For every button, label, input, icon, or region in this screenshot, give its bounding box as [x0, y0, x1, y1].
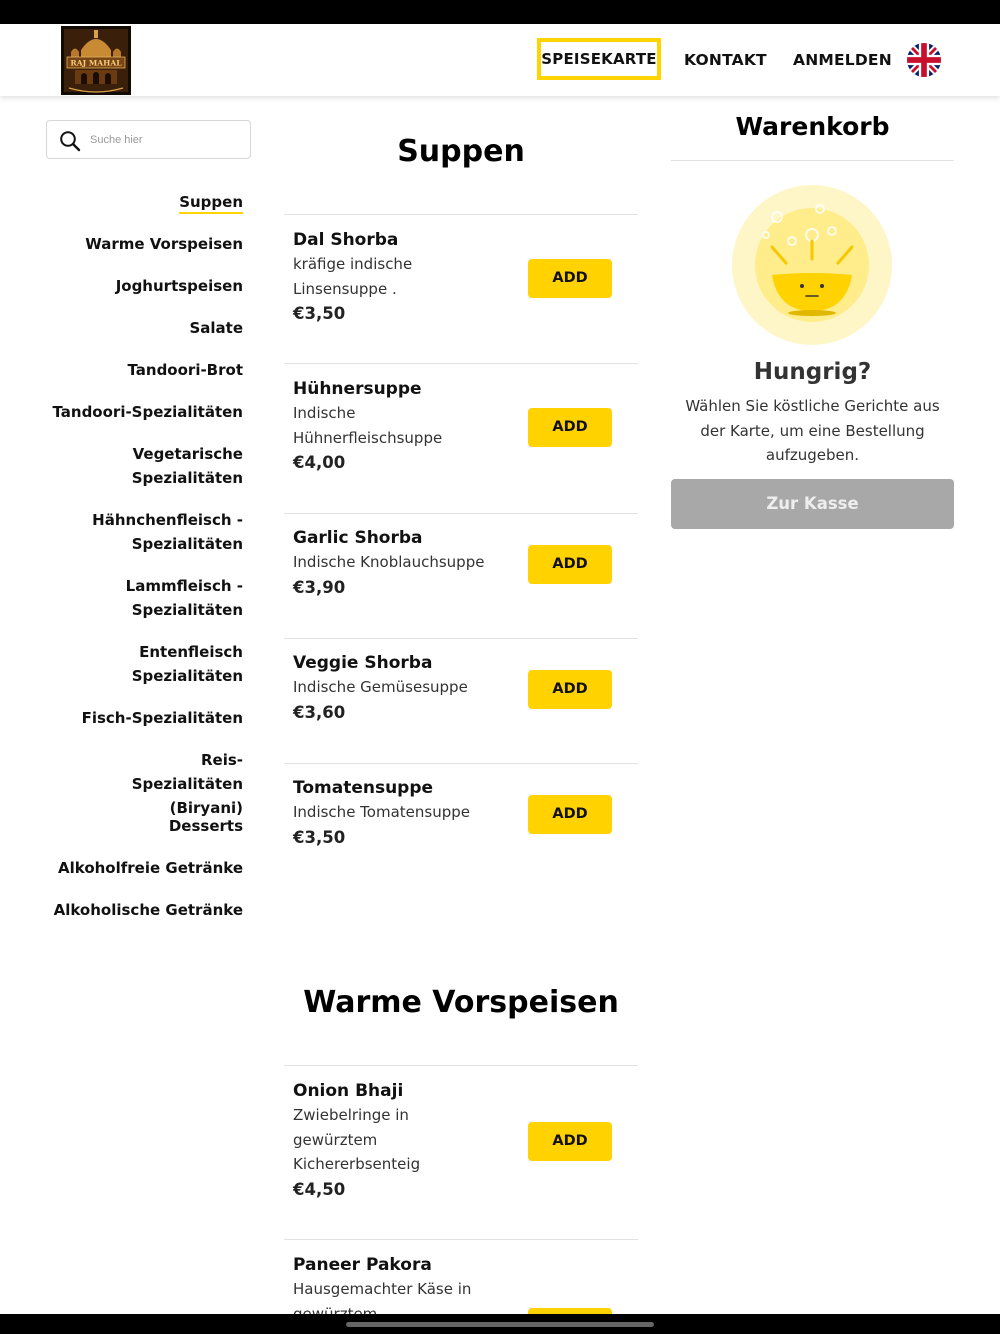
- item-name: Onion Bhaji: [293, 1081, 404, 1101]
- status-bar: [0, 0, 1000, 24]
- category-salate[interactable]: Salate: [189, 319, 243, 337]
- empty-bowl-icon: [732, 185, 892, 345]
- item-price: €4,50: [293, 1179, 346, 1199]
- category-desserts[interactable]: Desserts: [168, 817, 243, 835]
- item-description: Zwiebelringe in gewürztem Kichererbsenteig: [293, 1106, 421, 1173]
- search-box: [46, 120, 251, 159]
- menu-item: [293, 776, 518, 850]
- raj-mahal-logo[interactable]: [61, 26, 131, 95]
- nav-speisekarte[interactable]: SPEISEKARTE: [537, 38, 661, 80]
- item-name: Veggie Shorba: [293, 653, 433, 673]
- item-description: Indische Hühnerfleischsuppe: [293, 404, 443, 447]
- menu-item: [293, 1079, 518, 1202]
- item-name: Paneer Pakora: [293, 1255, 432, 1275]
- category-tandoori-brot[interactable]: Tandoori-Brot: [127, 361, 243, 379]
- category-lammfleisch[interactable]: Lammfleisch - Spezialitäten: [125, 577, 243, 619]
- item-price: €3,90: [293, 577, 346, 597]
- add-button[interactable]: ADD: [528, 259, 612, 298]
- divider: [284, 513, 638, 514]
- menu-item: [293, 228, 518, 326]
- item-name: Dal Shorba: [293, 230, 399, 250]
- search-input[interactable]: [90, 129, 240, 151]
- menu-item: [293, 377, 518, 475]
- top-navigation: [0, 24, 1000, 96]
- section-title-warme-vorspeisen: Warme Vorspeisen: [303, 985, 619, 1020]
- home-indicator[interactable]: [346, 1322, 654, 1327]
- nav-anmelden[interactable]: ANMELDEN: [793, 51, 892, 69]
- nav-kontakt[interactable]: KONTAKT: [684, 51, 767, 69]
- divider: [284, 363, 638, 364]
- category-alkoholische-getraenke[interactable]: Alkoholische Getränke: [53, 901, 243, 919]
- checkout-button[interactable]: Zur Kasse: [671, 479, 954, 529]
- item-price: €3,50: [293, 304, 346, 323]
- category-fisch-spezialitaeten[interactable]: Fisch-Spezialitäten: [81, 709, 243, 727]
- item-price: €4,00: [293, 453, 346, 472]
- category-warme-vorspeisen[interactable]: Warme Vorspeisen: [85, 235, 243, 253]
- item-name: Hühnersuppe: [293, 379, 422, 399]
- category-tandoori-spezialitaeten[interactable]: Tandoori-Spezialitäten: [52, 403, 243, 421]
- uk-flag-icon[interactable]: [907, 43, 941, 77]
- category-vegetarische-spezialitaeten[interactable]: Vegetarische Spezialitäten: [131, 445, 243, 487]
- category-alkoholfreie-getraenke[interactable]: Alkoholfreie Getränke: [58, 859, 243, 877]
- item-description: Indische Tomatensuppe: [293, 803, 470, 821]
- svg-text:RAJ MAHAL: RAJ MAHAL: [70, 58, 122, 68]
- empty-cart-text: Wählen Sie köstliche Gerichte aus der Karte, um eine Bestellung aufzugeben.: [685, 397, 940, 464]
- item-description: kräfige indische Linsensuppe .: [293, 255, 413, 298]
- divider: [284, 638, 638, 639]
- add-button[interactable]: ADD: [528, 1122, 612, 1161]
- category-reis-spezialitaeten[interactable]: Reis-Spezialitäten (Biryani): [131, 751, 243, 817]
- category-haehnchenfleisch[interactable]: Hähnchenfleisch - Spezialitäten: [92, 511, 243, 553]
- add-button[interactable]: ADD: [528, 545, 612, 584]
- item-description: Indische Gemüsesuppe: [293, 678, 468, 696]
- item-price: €3,50: [293, 827, 346, 847]
- divider: [284, 1065, 638, 1066]
- cart-divider: [671, 160, 954, 161]
- empty-cart-title: Hungrig?: [753, 359, 872, 385]
- category-joghurtspeisen[interactable]: Joghurtspeisen: [115, 277, 243, 295]
- menu-item: [293, 526, 518, 600]
- add-button[interactable]: ADD: [528, 670, 612, 709]
- item-name: Tomatensuppe: [293, 778, 434, 798]
- item-price: €3,60: [293, 702, 346, 722]
- divider: [284, 214, 638, 215]
- category-suppen[interactable]: Suppen: [40, 190, 243, 214]
- item-name: Garlic Shorba: [293, 528, 423, 548]
- cart-title: Warenkorb: [735, 112, 890, 141]
- item-description: Hausgemachter Käse in: [293, 1280, 472, 1298]
- item-description: Indische Knoblauchsuppe: [293, 553, 485, 571]
- section-title-suppen: Suppen: [397, 134, 525, 169]
- divider: [284, 763, 638, 764]
- category-entenfleisch[interactable]: Entenfleisch Spezialitäten: [131, 643, 243, 685]
- add-button[interactable]: ADD: [528, 795, 612, 834]
- divider: [284, 1239, 638, 1240]
- menu-item: [293, 651, 518, 725]
- add-button[interactable]: ADD: [528, 408, 612, 447]
- search-icon[interactable]: [59, 130, 81, 152]
